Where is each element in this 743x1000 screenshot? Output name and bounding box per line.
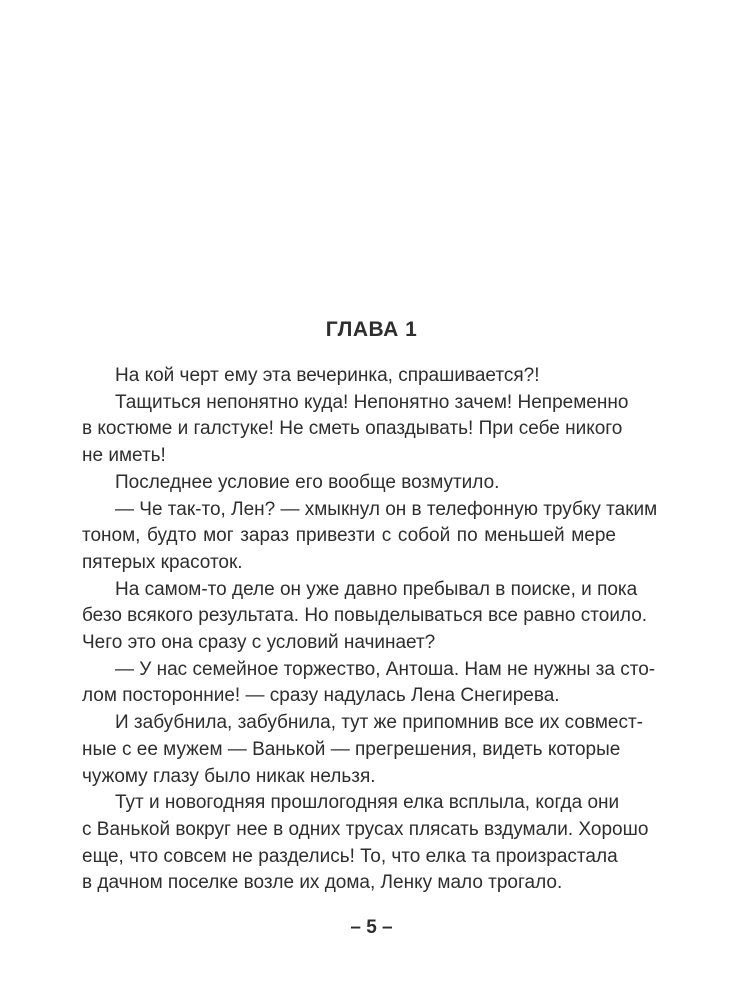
- text-line: — Че так-то, Лен? — хмыкнул он в телефонную трубку таким: [115, 498, 658, 520]
- chapter-title: ГЛАВА 1: [325, 318, 418, 341]
- text-line: еще, что совсем не разделись! То, что елка та произрастала: [82, 845, 618, 867]
- paragraph: [82, 710, 644, 790]
- text-line: Тащиться непонятно куда! Непонятно зачем! Непременно: [115, 391, 629, 413]
- text-line: не иметь!: [82, 445, 166, 467]
- body-text: [82, 363, 658, 897]
- text-line: тоном, будто мог зараз привезти с собой по меньшей мере: [82, 525, 616, 547]
- text-line: На кой черт ему эта вечеринка, спрашивается?!: [115, 365, 540, 386]
- text-line: пятерых красоток.: [82, 551, 243, 573]
- text-line: Последнее условие его вообще возмутило.: [115, 471, 500, 493]
- paragraph: [82, 470, 616, 497]
- text-line: На самом-то деле он уже давно пребывал в поиске, и пока: [115, 578, 638, 600]
- text-line: безо всякого результата. Но повыделываться все равно стоило.: [82, 605, 648, 627]
- text-line: с Ванькой вокруг нее в одних трусах плясать вздумали. Хорошо: [82, 818, 649, 840]
- text-line: в дачном поселке возле их дома, Ленку мало трогало.: [82, 872, 563, 894]
- paragraph: [82, 363, 616, 390]
- text-line: в костюме и галстуке! Не сметь опаздывать! При себе никого: [82, 418, 623, 440]
- paragraph: [82, 657, 656, 710]
- paragraph: [82, 390, 629, 470]
- paragraph: [82, 577, 648, 657]
- page-number: – 5 –: [350, 917, 393, 938]
- paragraph: [82, 497, 658, 577]
- text-line: Тут и новогодняя прошлогодняя елка всплыла, когда они: [115, 792, 620, 814]
- text-line: ные с ее мужем — Ванькой — прегрешения, видеть которые: [82, 738, 621, 760]
- text-line: И забубнила, забубнила, тут же припомнив все их совмест-: [115, 712, 644, 734]
- text-line: — У нас семейное торжество, Антоша. Нам не нужны за сто-: [115, 658, 656, 680]
- text-line: Чего это она сразу с условий начинает?: [82, 632, 436, 654]
- text-line: чужому глазу было никак нельзя.: [82, 765, 376, 787]
- text-line: лом посторонние! — сразу надулась Лена Снегирева.: [82, 685, 560, 707]
- paragraph: [82, 790, 649, 897]
